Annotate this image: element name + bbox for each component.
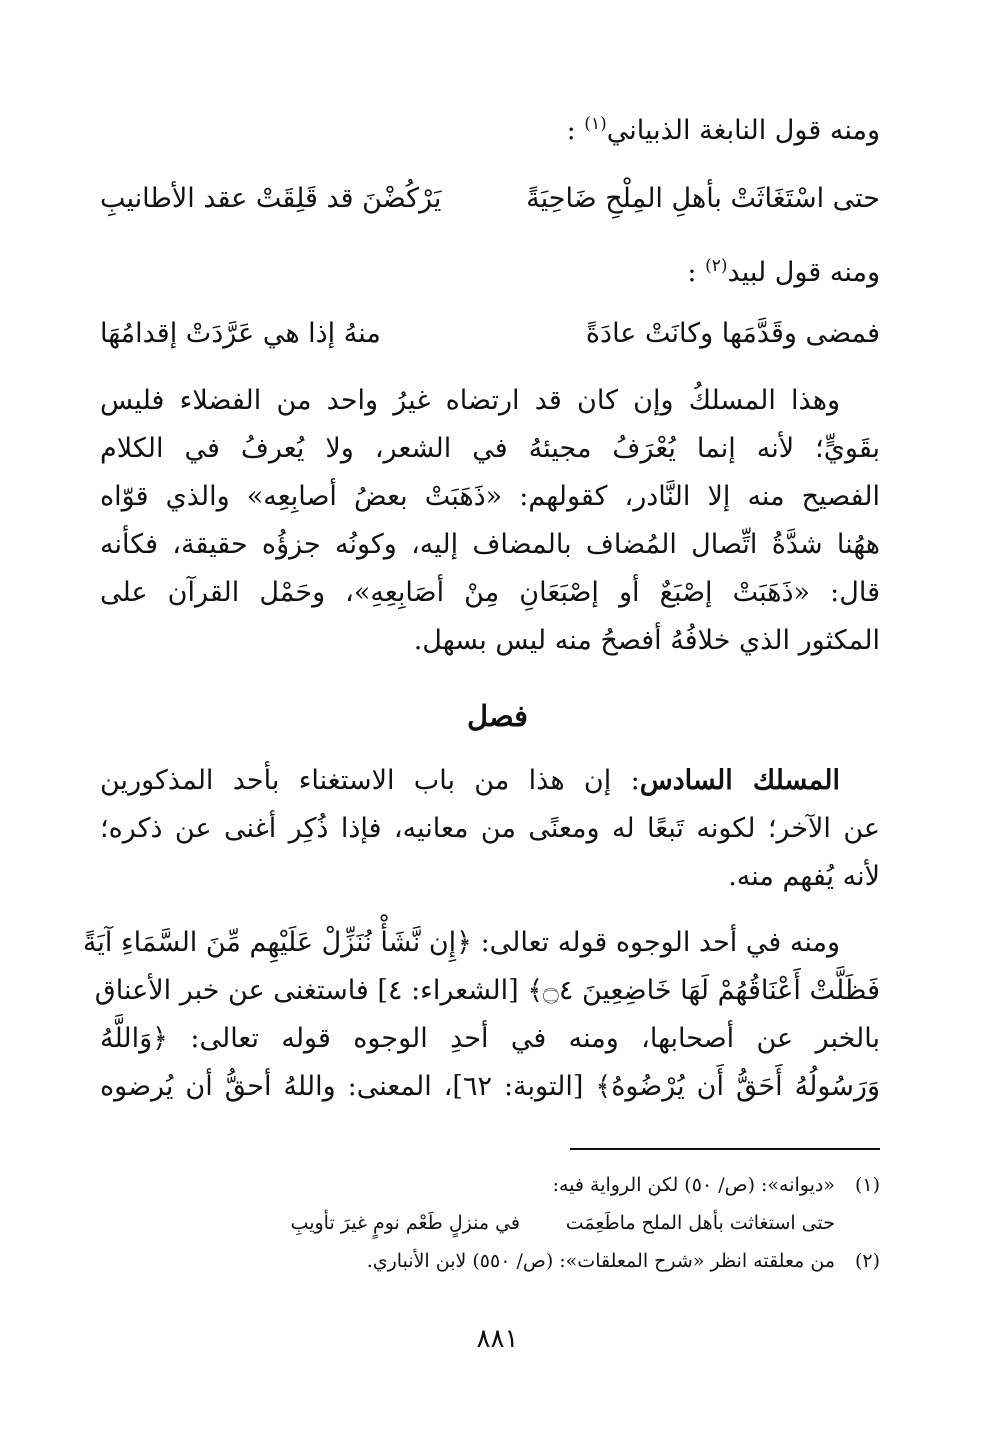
paragraph-3-line-3: بالخبر عن أصحابها، ومنه في أحدِ الوجوه قوله تعالى: ﴿وَاللَّهُ [100,1023,880,1054]
paragraph-3-line-4: وَرَسُولُهُ أَحَقُّ أَن يُرْضُوهُ﴾ [التوبة: ٦٢]، المعنى: واللهُ أحقُّ أن يُرضوه [100,1071,880,1102]
footnote-1-verse-left: في منزلٍ طَعْم نومٍ غيرَ تأويبِ [290,1212,520,1234]
paragraph-2-line-1-rest: : إن هذا من باب الاستغناء بأحد المذكورين [100,765,640,796]
verse-1-second-hemistich: يَرْكُضْنَ قد قَلِقَتْ عقد الأطانيبِ [100,183,442,214]
paragraph-3-line-1: ومنه في أحد الوجوه قوله تعالى: ﴿إِن نَّشَأْ نُنَزِّلْ عَلَيْهِم مِّنَ السَّمَاءِ آيَةً [82,927,840,958]
paragraph-1-line-6: المكثور الذي خلافُهُ أفصحُ منه ليس بسهل. [413,625,880,656]
footnote-1-number: (١) [854,1174,880,1196]
footnote-1-text: «ديوانه»: (ص/ ٥٠) لكن الرواية فيه: [552,1174,835,1196]
paragraph-1-line-3: الفصيح منه إلا النَّادر، كقولهم: «ذَهَبَتْ بعضُ أصابِعِه» والذي قوّاه [100,481,880,512]
verse-2-second-hemistich: منهُ إذا هي عَرَّدَتْ إقدامُهَا [100,318,381,349]
footnote-ref-1: (١) [584,114,607,134]
paragraph-1-line-5: قال: «ذَهَبَتْ إصْبَعٌ أو إصْبَعَانِ مِنْ أصَابِعِهِ»، وحَمْل القرآن على [100,577,880,608]
footnote-2-text: من معلقته انظر «شرح المعلقات»: (ص/ ٥٥٠) لابن الأنباري. [366,1250,835,1272]
paragraph-2-line-2: عن الآخر؛ لكونه تَبعًا له ومعنًى من معانيه، فإذا ذُكِر أغنى عن ذكره؛ [100,813,880,844]
footnote-2-number: (٢) [854,1250,880,1272]
paragraph-3-line-2: فَظَلَّتْ أَعْنَاقُهُمْ لَهَا خَاضِعِينَ ۝٤﴾ [الشعراء: ٤] فاستغنى عن خبر الأعناق [94,975,880,1006]
footnote-2 [100,1246,880,1276]
verse-intro-text: ومنه قول النابغة الذبياني [606,115,880,146]
footnote-ref-2: (٢) [705,256,728,276]
paragraph-1-line-1: وهذا المسلكُ وإن كان قد ارتضاه غيرُ واحد من الفضلاء فليس [100,385,840,416]
section-heading: فصل [467,699,528,733]
paragraph-1-line-2: بقَويٍّ؛ لأنه إنما يُعْرَفُ مجيئهُ في الشعر، ولا يُعرفُ في الكلام [100,433,880,464]
verse-intro-text: ومنه قول لبيد [727,257,880,288]
verse-2-first-hemistich: فمضى وقَدَّمَها وكانَتْ عادَةً [585,318,880,349]
paragraph-1-line-4: ههُنا شدَّةُ اتِّصال المُضاف بالمضاف إليه، وكونُه جزؤُه حقيقة، فكأنه [100,529,880,560]
verse-intro-labid [100,245,880,294]
paragraph-2-lead: المسلك السادس [639,765,840,796]
footnote-1 [100,1170,880,1200]
verse-line-2 [100,313,880,355]
verse-line-1 [100,178,880,220]
verse-1-first-hemistich: حتى اسْتَغَاثَتْ بأهلِ المِلْحِ ضَاحِيَةً [526,183,880,214]
verse-intro-colon: : [566,115,585,146]
footnote-divider [570,1148,880,1150]
footnote-1-verse-right: حتى استغاثت بأهل الملح ماطَعِمَت [565,1212,835,1234]
verse-intro-nabigha [100,103,880,152]
paragraph-2-line-1 [100,760,840,802]
verse-intro-colon: : [687,257,706,288]
paragraph-2-line-3: لأنه يُفهم منه. [728,861,880,892]
page-number: ٨٨١ [476,1324,519,1354]
